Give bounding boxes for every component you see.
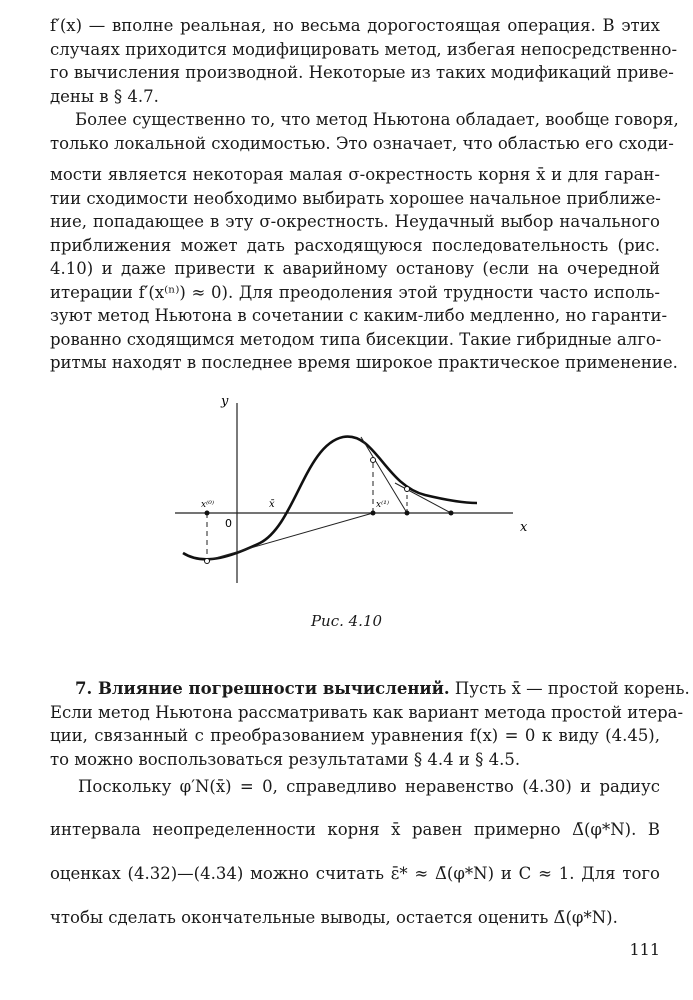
y-axis-label: y xyxy=(221,394,229,409)
text-line: зуют метод Ньютона в сочетании с каким-либо медленно, но гаранти- xyxy=(50,306,668,325)
point-x2-curve xyxy=(405,487,410,492)
text-line: Поскольку φ′N(x̄) = 0, справедливо неравенство (4.30) и радиус xyxy=(78,777,660,796)
text-line: дены в § 4.7. xyxy=(50,86,159,106)
figure-caption: Рис. 4.10 xyxy=(310,612,383,630)
text-line: рованно сходящимся методом типа бисекции. Такие гибридные алго- xyxy=(50,329,662,349)
paragraph-1 xyxy=(50,14,678,108)
text-line: чтобы сделать окончательные выводы, остается оценить Δ̄(φ*N). xyxy=(50,908,618,927)
origin-label: 0 xyxy=(225,517,232,530)
text-line: ние, попадающее в эту σ-окрестность. Неудачный выбор начального xyxy=(50,212,660,231)
text-line: ритмы находят в последнее время широкое практическое применение. xyxy=(50,353,678,372)
text-line: случаях приходится модифицировать метод, избегая непосредственно- xyxy=(50,39,678,59)
root-label: x̄ xyxy=(269,499,275,510)
text-line: f′(x) — вполне реальная, но весьма дорогостоящая операция. В этих xyxy=(50,16,660,35)
text-line: Если метод Ньютона рассматривать как вариант метода простой итера- xyxy=(50,702,684,722)
figure-newton-divergence xyxy=(165,385,545,595)
point-x3-axis xyxy=(449,511,454,516)
paragraph-2 xyxy=(50,108,679,375)
x-axis-label: x xyxy=(520,520,528,535)
text-fragment: Пусть x̄ — простой корень. xyxy=(454,679,690,698)
text-line: итерации f′(x⁽ⁿ⁾) ≈ 0). Для преодоления этой трудности часто исполь- xyxy=(50,282,660,302)
text-line: приближения может дать расходящуюся последовательность (рис. xyxy=(50,235,660,255)
text-line: ции, связанный с преобразованием уравнения f(x) = 0 к виду (4.45), xyxy=(50,726,660,745)
text-line: интервала неопределенности корня x̄ равен примерно Δ̄(φ*N). В xyxy=(50,820,660,839)
point-x0-curve xyxy=(205,559,210,564)
point-x1-curve xyxy=(371,458,376,463)
text-line: го вычисления производной. Некоторые из таких модификаций приве- xyxy=(50,63,674,82)
page-number: 111 xyxy=(629,940,660,959)
text-line: тии сходимости необходимо выбирать хорошее начальное приближе- xyxy=(50,188,661,208)
text-line: 4.10) и даже привести к аварийному останову (если на очередной xyxy=(50,259,660,278)
function-curve xyxy=(183,437,477,560)
text-line xyxy=(50,677,690,701)
text-line: мости является некоторая малая σ-окрестность корня x̄ и для гаран- xyxy=(50,165,660,184)
x1-label: x⁽¹⁾ xyxy=(376,500,390,510)
x0-label: x⁽⁰⁾ xyxy=(201,500,215,510)
section-heading: 7. Влияние погрешности вычислений. xyxy=(75,679,450,698)
text-line: оценках (4.32)—(4.34) можно считать ε̄* ≈ Δ̄(φ*N) и C ≈ 1. Для того xyxy=(50,864,660,883)
point-x2-axis xyxy=(405,511,410,516)
text-line: только локальной сходимостью. Это означает, что областью его сходи- xyxy=(50,133,674,153)
point-x1-axis xyxy=(371,511,376,516)
text-line: то можно воспользоваться результатами § 4.4 и § 4.5. xyxy=(50,749,521,769)
text-line: Более существенно то, что метод Ньютона обладает, вообще говоря, xyxy=(75,110,679,129)
section-7 xyxy=(50,677,690,771)
point-x0-axis xyxy=(205,511,210,516)
